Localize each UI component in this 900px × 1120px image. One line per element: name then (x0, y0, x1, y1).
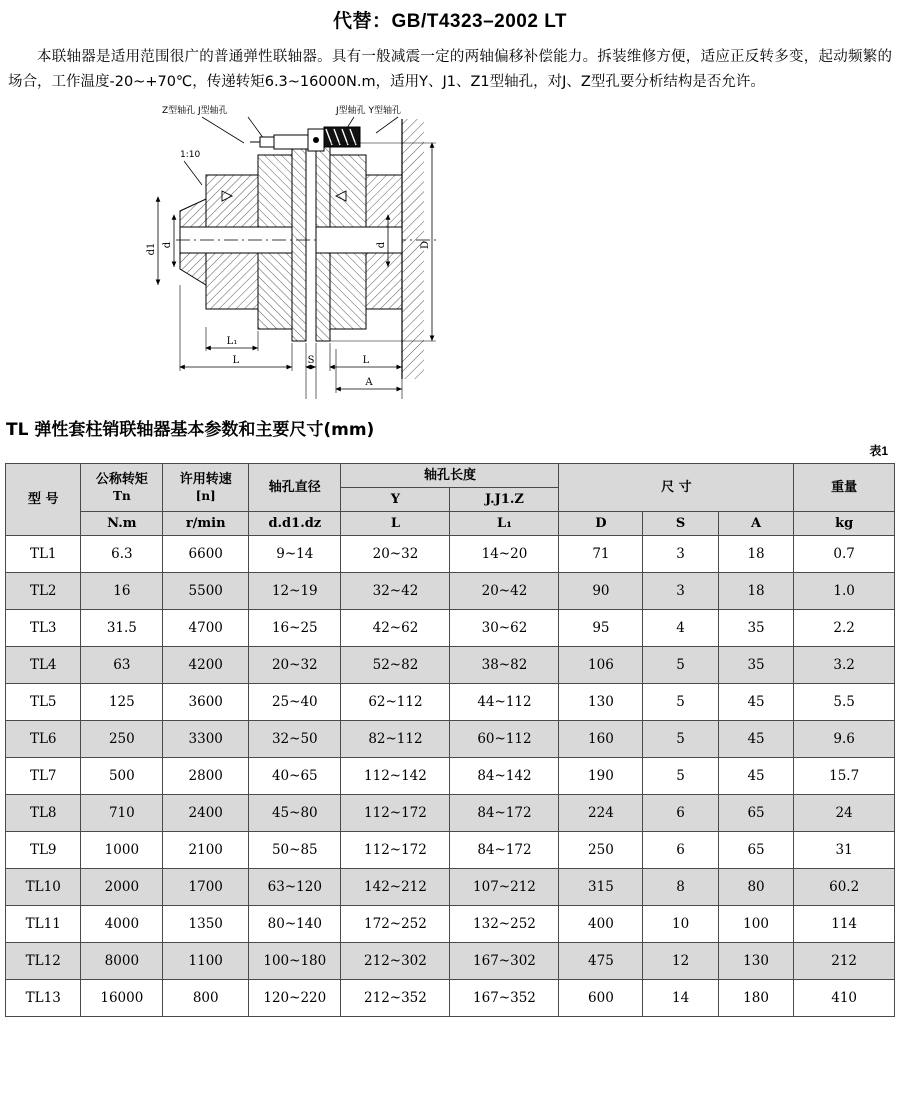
table-row (6, 647, 895, 684)
table-row (6, 721, 895, 758)
cell-n: 5500 (163, 573, 249, 610)
cell-kg: 24 (794, 795, 895, 832)
cell-model: TL2 (6, 573, 81, 610)
th-speed-unit: r/min (163, 512, 249, 536)
cell-D: 475 (559, 943, 643, 980)
th-torque (81, 464, 163, 512)
cell-L1: 132~252 (450, 906, 559, 943)
cell-A: 130 (718, 943, 793, 980)
cell-n: 4700 (163, 610, 249, 647)
cell-tn: 63 (81, 647, 163, 684)
cell-L1: 107~212 (450, 869, 559, 906)
cell-L: 142~212 (341, 869, 450, 906)
cell-D: 71 (559, 536, 643, 573)
cell-L1: 84~142 (450, 758, 559, 795)
cell-A: 180 (718, 980, 793, 1017)
coupling-diagram (0, 99, 900, 409)
cell-D: 90 (559, 573, 643, 610)
cell-A: 80 (718, 869, 793, 906)
label-taper-ratio: 1:10 (180, 150, 201, 160)
cell-S: 5 (643, 647, 718, 684)
th-weight-unit: kg (794, 512, 895, 536)
cell-L1: 167~352 (450, 980, 559, 1017)
cell-d: 50~85 (249, 832, 341, 869)
table-row (6, 684, 895, 721)
table-row (6, 573, 895, 610)
cell-d: 9~14 (249, 536, 341, 573)
cell-model: TL9 (6, 832, 81, 869)
th-torque-symbol: Tn (113, 488, 131, 503)
th-bore-len-y: Y (341, 488, 450, 512)
cell-L1: 84~172 (450, 795, 559, 832)
cell-n: 800 (163, 980, 249, 1017)
table-section-title: TL 弹性套柱销联轴器基本参数和主要尺寸(mm) (6, 420, 375, 440)
cell-L: 62~112 (341, 684, 450, 721)
cell-model: TL10 (6, 869, 81, 906)
table-row (6, 869, 895, 906)
cell-S: 5 (643, 758, 718, 795)
cell-d: 80~140 (249, 906, 341, 943)
cell-kg: 9.6 (794, 721, 895, 758)
cell-L: 52~82 (341, 647, 450, 684)
cell-n: 2100 (163, 832, 249, 869)
th-size-A: A (718, 512, 793, 536)
cell-L1: 44~112 (450, 684, 559, 721)
cell-d: 120~220 (249, 980, 341, 1017)
cell-d: 25~40 (249, 684, 341, 721)
cell-model: TL4 (6, 647, 81, 684)
th-bore-dia-symbol: d.d1.dz (249, 512, 341, 536)
cell-kg: 212 (794, 943, 895, 980)
cell-tn: 31.5 (81, 610, 163, 647)
cell-n: 4200 (163, 647, 249, 684)
cell-kg: 3.2 (794, 647, 895, 684)
dim-L-right: L (362, 355, 370, 366)
th-size-S: S (643, 512, 718, 536)
cell-A: 35 (718, 610, 793, 647)
cell-model: TL5 (6, 684, 81, 721)
cell-S: 8 (643, 869, 718, 906)
th-model: 型 号 (6, 464, 81, 536)
cell-tn: 4000 (81, 906, 163, 943)
cell-tn: 16 (81, 573, 163, 610)
cell-tn: 16000 (81, 980, 163, 1017)
cell-D: 600 (559, 980, 643, 1017)
th-bore-len-jjz-symbol: L₁ (450, 512, 559, 536)
cell-S: 5 (643, 684, 718, 721)
dim-D: D (420, 240, 431, 250)
th-bore-len-y-symbol: L (341, 512, 450, 536)
cell-tn: 710 (81, 795, 163, 832)
cell-A: 18 (718, 536, 793, 573)
table-row (6, 943, 895, 980)
cell-model: TL7 (6, 758, 81, 795)
cell-d: 32~50 (249, 721, 341, 758)
th-size-D: D (559, 512, 643, 536)
label-z-j-bore: Z型轴孔 J型轴孔 (162, 106, 228, 116)
cell-L: 42~62 (341, 610, 450, 647)
cell-model: TL11 (6, 906, 81, 943)
cell-kg: 0.7 (794, 536, 895, 573)
cell-d: 20~32 (249, 647, 341, 684)
table-row (6, 906, 895, 943)
cell-D: 130 (559, 684, 643, 721)
cell-n: 1700 (163, 869, 249, 906)
cell-kg: 114 (794, 906, 895, 943)
cell-model: TL8 (6, 795, 81, 832)
cell-tn: 6.3 (81, 536, 163, 573)
dim-L1: L₁ (226, 336, 238, 347)
cell-S: 3 (643, 573, 718, 610)
th-bore-length-group: 轴孔长度 (341, 464, 559, 488)
cell-kg: 5.5 (794, 684, 895, 721)
cell-d: 12~19 (249, 573, 341, 610)
cell-L1: 14~20 (450, 536, 559, 573)
cell-kg: 1.0 (794, 573, 895, 610)
cell-model: TL13 (6, 980, 81, 1017)
cell-A: 35 (718, 647, 793, 684)
coupling-drawing-svg (140, 99, 760, 399)
dim-S: S (307, 355, 315, 366)
cell-L: 32~42 (341, 573, 450, 610)
cell-kg: 31 (794, 832, 895, 869)
th-bore-dia-label: 轴孔直径 (268, 480, 321, 495)
cell-A: 45 (718, 684, 793, 721)
cell-n: 6600 (163, 536, 249, 573)
cell-D: 315 (559, 869, 643, 906)
cell-L1: 84~172 (450, 832, 559, 869)
cell-S: 12 (643, 943, 718, 980)
cell-L1: 38~82 (450, 647, 559, 684)
table-caption: 表1 (869, 444, 888, 458)
cell-L: 112~172 (341, 795, 450, 832)
cell-tn: 500 (81, 758, 163, 795)
cell-S: 10 (643, 906, 718, 943)
cell-A: 18 (718, 573, 793, 610)
dim-d1: d1 (146, 242, 157, 256)
cell-model: TL3 (6, 610, 81, 647)
table-row (6, 610, 895, 647)
cell-A: 100 (718, 906, 793, 943)
table-row (6, 758, 895, 795)
cell-L: 82~112 (341, 721, 450, 758)
cell-D: 250 (559, 832, 643, 869)
table-row (6, 980, 895, 1017)
cell-tn: 125 (81, 684, 163, 721)
th-weight: 重量 (794, 464, 895, 512)
dim-L-left: L (232, 355, 240, 366)
cell-n: 3600 (163, 684, 249, 721)
cell-L1: 60~112 (450, 721, 559, 758)
th-speed-label: 许用转速 (179, 471, 232, 487)
cell-tn: 2000 (81, 869, 163, 906)
cell-A: 45 (718, 758, 793, 795)
cell-S: 6 (643, 832, 718, 869)
th-torque-unit: N.m (81, 512, 163, 536)
cell-D: 160 (559, 721, 643, 758)
cell-L: 112~142 (341, 758, 450, 795)
table-row (6, 795, 895, 832)
cell-d: 100~180 (249, 943, 341, 980)
dim-A: A (365, 377, 373, 388)
cell-S: 3 (643, 536, 718, 573)
cell-n: 2800 (163, 758, 249, 795)
cell-L: 172~252 (341, 906, 450, 943)
cell-A: 65 (718, 832, 793, 869)
th-size-group: 尺 寸 (559, 464, 794, 512)
cell-S: 4 (643, 610, 718, 647)
cell-L: 212~302 (341, 943, 450, 980)
table-body (6, 536, 895, 1017)
cell-tn: 8000 (81, 943, 163, 980)
cell-A: 65 (718, 795, 793, 832)
cell-tn: 250 (81, 721, 163, 758)
cell-kg: 15.7 (794, 758, 895, 795)
table-row (6, 536, 895, 573)
th-torque-label: 公称转矩 (95, 471, 148, 487)
cell-L: 112~172 (341, 832, 450, 869)
cell-d: 45~80 (249, 795, 341, 832)
cell-A: 45 (718, 721, 793, 758)
cell-S: 14 (643, 980, 718, 1017)
cell-D: 224 (559, 795, 643, 832)
cell-L1: 167~302 (450, 943, 559, 980)
cell-n: 2400 (163, 795, 249, 832)
cell-n: 1100 (163, 943, 249, 980)
cell-L: 212~352 (341, 980, 450, 1017)
dim-d: d (162, 241, 173, 249)
label-j-y-bore: J型轴孔 Y型轴孔 (336, 106, 402, 116)
cell-S: 5 (643, 721, 718, 758)
intro-paragraph: 本联轴器是适用范围很广的普通弹性联轴器。具有一般减震一定的两轴偏移补偿能力。拆装维修方便，适应正反转多变，起动频繁的场合，工作温度-20~+70℃，传递转矩6.3~16000N.m，适用Y、J1、Z1型轴孔，对J、Z型孔要分析结构是否允许。 (8, 49, 892, 90)
cell-L1: 20~42 (450, 573, 559, 610)
cell-n: 3300 (163, 721, 249, 758)
cell-d: 63~120 (249, 869, 341, 906)
cell-kg: 410 (794, 980, 895, 1017)
th-speed (163, 464, 249, 512)
cell-model: TL1 (6, 536, 81, 573)
table-header (6, 464, 895, 536)
cell-tn: 1000 (81, 832, 163, 869)
parameters-table (5, 463, 895, 1017)
cell-D: 400 (559, 906, 643, 943)
th-bore-len-jjz: J.J1.Z (450, 488, 559, 512)
cell-d: 16~25 (249, 610, 341, 647)
cell-model: TL6 (6, 721, 81, 758)
cell-kg: 60.2 (794, 869, 895, 906)
cell-D: 106 (559, 647, 643, 684)
cell-S: 6 (643, 795, 718, 832)
cell-model: TL12 (6, 943, 81, 980)
page-title: 代替：GB/T4323–2002 LT (332, 11, 568, 32)
cell-D: 95 (559, 610, 643, 647)
dim-dz: d (376, 241, 387, 249)
cell-kg: 2.2 (794, 610, 895, 647)
th-bore-dia (249, 464, 341, 512)
cell-L1: 30~62 (450, 610, 559, 647)
cell-D: 190 (559, 758, 643, 795)
cell-d: 40~65 (249, 758, 341, 795)
th-speed-symbol: [n] (195, 488, 216, 503)
cell-n: 1350 (163, 906, 249, 943)
table-row (6, 832, 895, 869)
cell-L: 20~32 (341, 536, 450, 573)
